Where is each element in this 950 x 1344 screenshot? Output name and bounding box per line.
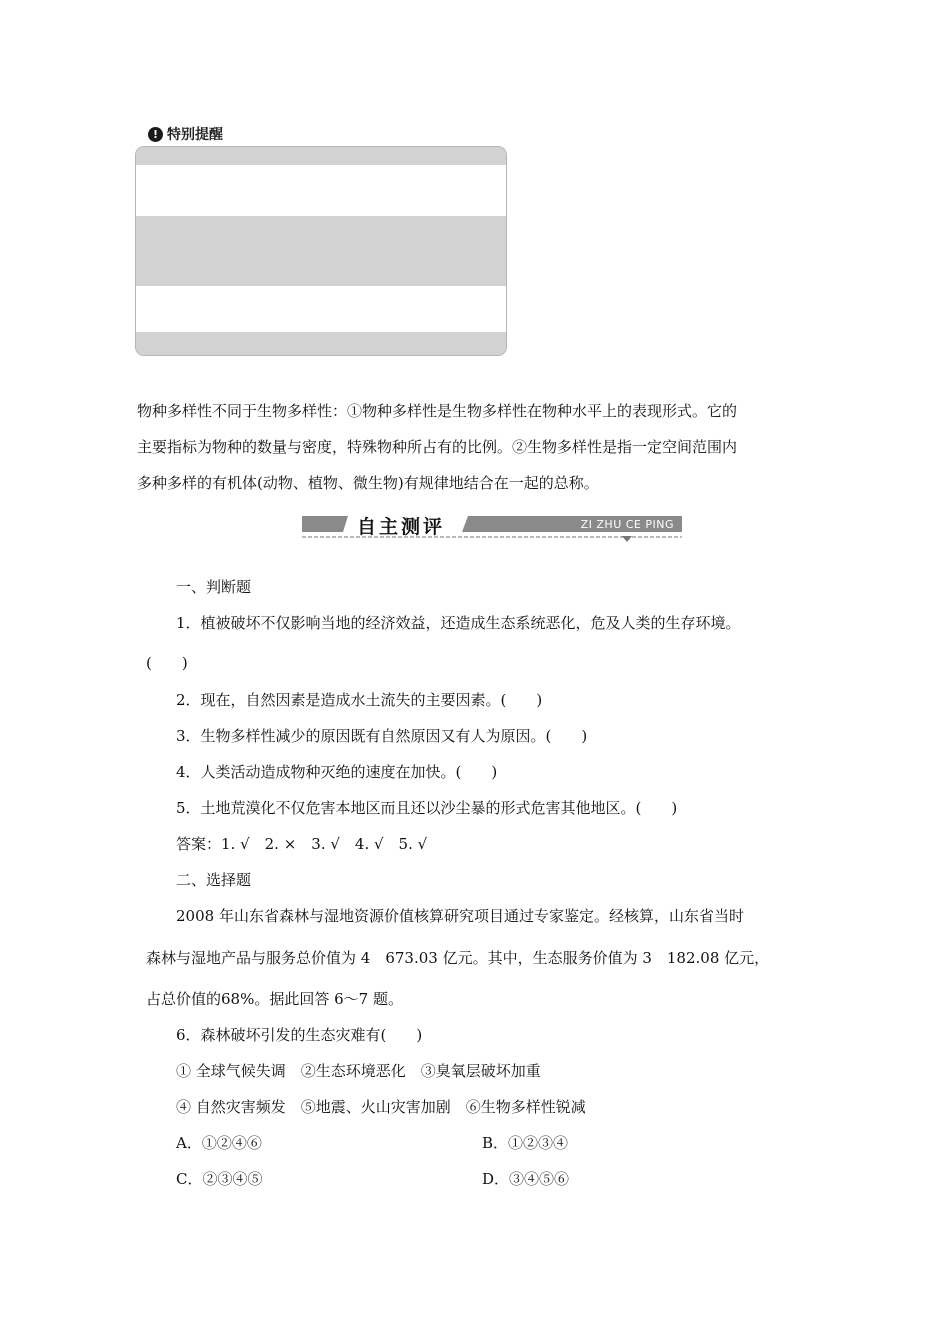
option-d: D．③④⑤⑥ xyxy=(482,1170,570,1188)
option-c: C．②③④⑤ xyxy=(176,1170,263,1188)
judge-heading: 一、判断题 xyxy=(176,578,252,596)
question-2: 2．现在，自然因素是造成水土流失的主要因素。( ) xyxy=(176,691,543,709)
question-6-items-2: ④ 自然灾害频发 ⑤地震、火山灾害加剧 ⑥生物多样性锐减 xyxy=(176,1098,586,1116)
reminder-band xyxy=(136,216,506,286)
reminder-box xyxy=(135,146,507,356)
question-4: 4．人类活动造成物种灭绝的速度在加快。( ) xyxy=(176,763,498,781)
judge-answer: 答案：1. √ 2. × 3. √ 4. √ 5. √ xyxy=(176,835,428,853)
reminder-band xyxy=(136,147,506,165)
option-a: A．①②④⑥ xyxy=(176,1134,262,1152)
question-1-blank: ( ) xyxy=(146,654,188,672)
question-5: 5．土地荒漠化不仅危害本地区而且还以沙尘暴的形式危害其他地区。( ) xyxy=(176,799,678,817)
passage-line-1: 2008 年山东省森林与湿地资源价值核算研究项目通过专家鉴定。经核算，山东省当时 xyxy=(176,907,744,925)
option-b: B．①②③④ xyxy=(482,1134,569,1152)
question-6-items-1: ① 全球气候失调 ②生态环境恶化 ③臭氧层破坏加重 xyxy=(176,1062,541,1080)
section-subtitle: ZI ZHU CE PING xyxy=(580,518,674,531)
section-title: 自主测评 xyxy=(357,516,446,538)
question-1: 1．植被破坏不仅影响当地的经济效益，还造成生态系统恶化，危及人类的生存环境。 xyxy=(176,614,741,632)
choice-heading: 二、选择题 xyxy=(176,871,252,889)
question-3: 3．生物多样性减少的原因既有自然原因又有人为原因。( ) xyxy=(176,727,588,745)
special-reminder-title: 特别提醒 xyxy=(167,127,223,143)
passage-line-3: 占总价值的68%。据此回答 6～7 题。 xyxy=(146,990,403,1008)
special-reminder-heading xyxy=(148,124,223,144)
question-6: 6．森林破坏引发的生态灾难有( ) xyxy=(176,1026,423,1044)
reminder-band xyxy=(136,332,506,356)
section-banner xyxy=(300,513,682,539)
passage-line-2: 森林与湿地产品与服务总价值为 4 673.03 亿元。其中，生态服务价值为 3 182.08 亿元， xyxy=(146,949,770,967)
exclamation-icon: ! xyxy=(148,127,163,142)
species-diversity-note: 物种多样性不同于生物多样性：①物种多样性是生物多样性在物种水平上的表现形式。它的 主要指标为物种的数量与密度，特殊物种所占有的比例。②生物多样性是指一定空间范围内 多种多样的有机体(动物、植物、微生物)有规律地结合在一起的总称。 xyxy=(137,402,738,492)
